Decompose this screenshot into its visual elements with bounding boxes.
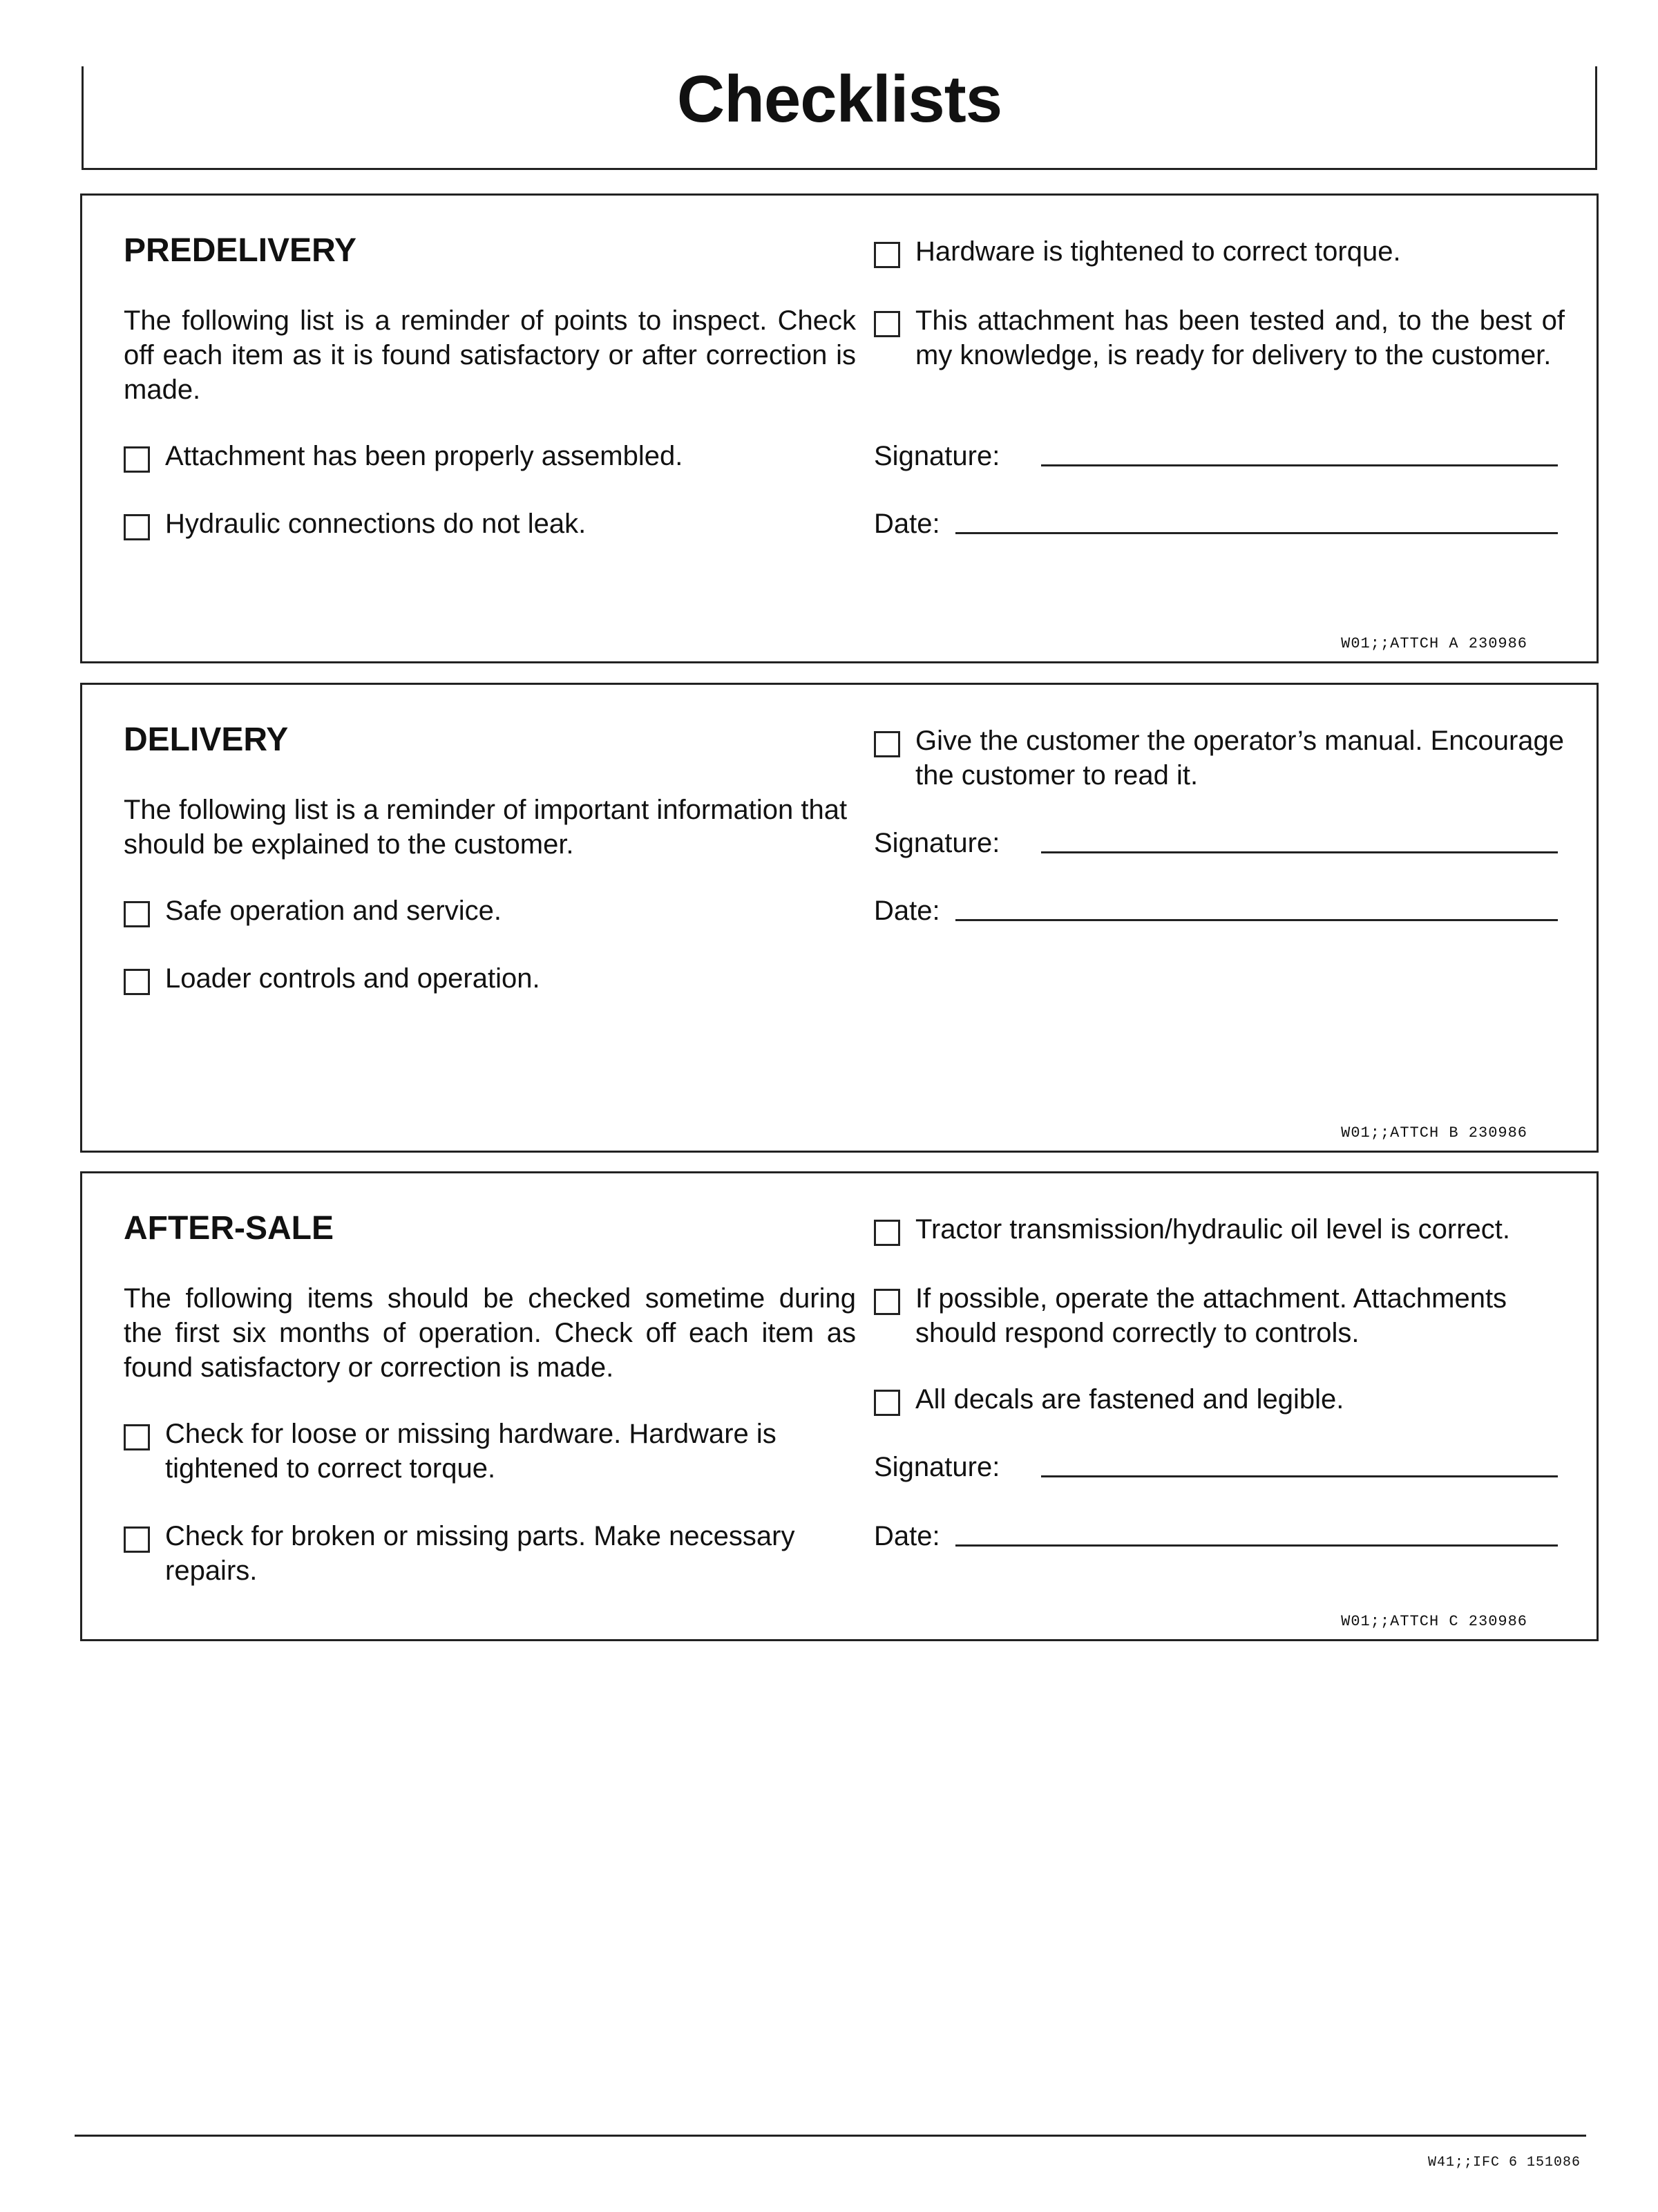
checklist-item <box>874 724 1565 793</box>
predelivery-section <box>80 193 1599 663</box>
signature-field <box>874 826 1558 860</box>
checklist-item <box>874 303 1565 372</box>
section-heading: PREDELIVERY <box>124 232 356 269</box>
checkbox[interactable] <box>874 242 900 268</box>
signature-field <box>874 1450 1558 1484</box>
date-field <box>874 507 1558 541</box>
checklist-item <box>124 439 856 473</box>
checkbox[interactable] <box>124 901 150 927</box>
checklist-item-label: This attachment has been tested and, to the best of my knowledge, is ready for delivery to the customer. <box>915 305 1565 370</box>
checkbox[interactable] <box>874 1390 900 1416</box>
delivery-section <box>80 683 1599 1153</box>
checkbox[interactable] <box>124 1424 150 1450</box>
section-intro: The following items should be checked sometime during the first six months of operation. Check off each item as found satisfactory or correction is made. <box>124 1283 856 1383</box>
checklist-item-label: Hardware is tightened to correct torque. <box>915 236 1401 267</box>
date-line[interactable] <box>955 1544 1558 1547</box>
checklist-item <box>874 1281 1565 1350</box>
signature-field <box>874 439 1558 473</box>
signature-line[interactable] <box>1041 1475 1558 1477</box>
checklist-item <box>874 1382 1565 1417</box>
date-label: Date: <box>874 1521 940 1551</box>
checklist-item <box>124 1519 856 1588</box>
signature-label: Signature: <box>874 441 1000 471</box>
signature-label: Signature: <box>874 1452 1000 1482</box>
footer-rule <box>75 2135 1586 2137</box>
signature-label: Signature: <box>874 828 1000 858</box>
checkbox[interactable] <box>874 1220 900 1246</box>
checklist-item <box>874 234 1565 269</box>
form-code: W01;;ATTCH B 230986 <box>1341 1124 1527 1142</box>
checklist-item-label: Loader controls and operation. <box>165 963 540 994</box>
checklist-item-label: All decals are fastened and legible. <box>915 1384 1344 1415</box>
signature-line[interactable] <box>1041 851 1558 853</box>
section-intro: The following list is a reminder of points to inspect. Check off each item as it is found satisfactory or after correction is made. <box>124 305 856 405</box>
section-heading: DELIVERY <box>124 721 289 758</box>
checkbox[interactable] <box>124 514 150 540</box>
checklist-item-label: Attachment has been properly assembled. <box>165 441 683 471</box>
section-intro: The following list is a reminder of important information that should be explained to the customer. <box>124 795 848 860</box>
checklist-item <box>874 1212 1565 1247</box>
title-box <box>82 62 1597 170</box>
checklist-item-label: Tractor transmission/hydraulic oil level is correct. <box>915 1214 1510 1245</box>
checklist-item <box>124 961 856 996</box>
checkbox[interactable] <box>124 969 150 995</box>
checkbox[interactable] <box>874 731 900 757</box>
checklist-item-label: If possible, operate the attachment. Attachments should respond correctly to controls. <box>915 1283 1507 1348</box>
date-field <box>874 1519 1558 1553</box>
checklist-item-label: Check for broken or missing parts. Make necessary repairs. <box>165 1521 795 1586</box>
date-line[interactable] <box>955 532 1558 534</box>
checklist-item-label: Hydraulic connections do not leak. <box>165 509 587 539</box>
checkbox[interactable] <box>874 1289 900 1315</box>
checkbox[interactable] <box>124 446 150 473</box>
date-label: Date: <box>874 896 940 926</box>
checklist-item <box>124 507 856 541</box>
checklist-item-label: Check for loose or missing hardware. Hardware is tightened to correct torque. <box>165 1419 776 1484</box>
footer-code: W41;;IFC 6 151086 <box>1427 2155 1581 2171</box>
checklist-item-label: Give the customer the operator’s manual. Encourage the customer to read it. <box>915 726 1565 791</box>
checklist-item <box>124 894 856 928</box>
date-label: Date: <box>874 509 940 539</box>
checkbox[interactable] <box>874 311 900 337</box>
form-code: W01;;ATTCH A 230986 <box>1341 635 1527 652</box>
signature-line[interactable] <box>1041 464 1558 466</box>
after-sale-section <box>80 1171 1599 1641</box>
checklist-item-label: Safe operation and service. <box>165 896 502 926</box>
section-heading: AFTER-SALE <box>124 1210 334 1247</box>
checkbox[interactable] <box>124 1526 150 1553</box>
date-field <box>874 894 1558 928</box>
page-title: Checklists <box>676 62 1002 136</box>
date-line[interactable] <box>955 919 1558 921</box>
checklist-item <box>124 1417 856 1486</box>
form-code: W01;;ATTCH C 230986 <box>1341 1613 1527 1630</box>
